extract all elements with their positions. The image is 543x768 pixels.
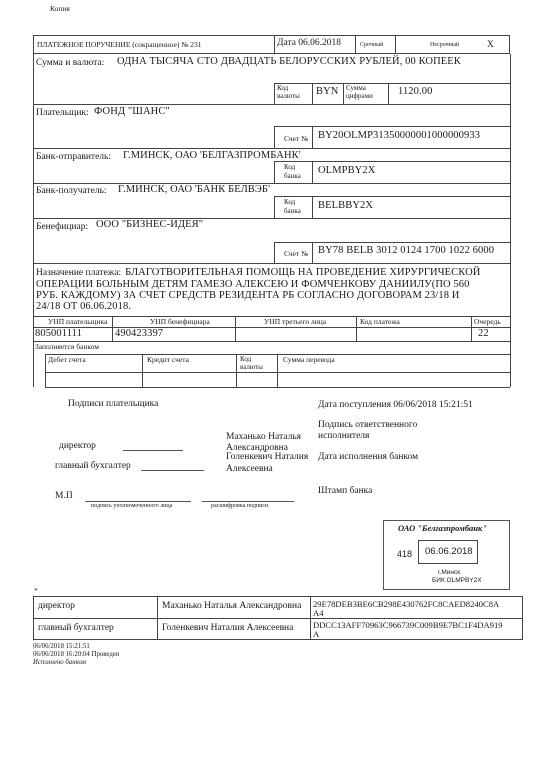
document-date: Дата 06.06.2018: [277, 38, 342, 48]
director-name-2: Александровна: [226, 443, 288, 453]
payment-code-label: Код платежа: [360, 317, 400, 326]
esign-accountant-hash-2: A: [313, 629, 320, 639]
beneficiary-unp-label: УНП бенефициара: [150, 317, 210, 326]
urgent-label: Срочный: [360, 42, 384, 48]
not-urgent-mark: X: [487, 40, 494, 50]
queue-value: 22: [478, 328, 489, 339]
stamp-number: 418: [397, 549, 413, 559]
credit-account-label: Кредит счета: [147, 355, 189, 364]
authorized-signature-caption: подпись уполномоченного лица: [91, 503, 173, 509]
not-urgent-label: Несрочный: [430, 42, 460, 48]
sender-bank-name: Г.МИНСК, ОАО 'БЕЛГАЗПРОМБАНК': [123, 150, 301, 161]
bank-fill-label: Заполняется банком: [35, 342, 99, 351]
director-label: директор: [59, 441, 96, 451]
stamp-date: 06.06.2018: [425, 546, 473, 557]
copy-label: Копия: [50, 4, 70, 13]
amount-digits-label: Сумма цифрами: [346, 84, 373, 100]
purpose-line-2: ОПЕРАЦИИ БОЛЬНЫМ ДЕТЯМ ГАМЕЗО АЛЕКСЕЮ И ФОМЧЕНКОВУ ДАНИИЛУ(ПО 560: [36, 279, 470, 290]
payer-account-label: Счет №: [284, 134, 309, 143]
amount-words: ОДНА ТЫСЯЧА СТО ДВАДЦАТЬ БЕЛОРУССКИХ РУБЛЕЙ, 00 КОПЕЕК: [117, 56, 461, 67]
amount-label: Сумма и валюта:: [36, 58, 105, 68]
bank-stamp-label: Штамп банка: [318, 486, 373, 496]
payer-label: Плательщик:: [36, 108, 89, 118]
transfer-sum-label: Сумма перевода: [283, 355, 335, 364]
sender-bank-code: OLMPBY2X: [318, 165, 376, 176]
received-date: Дата поступления 06/06/2018 15:21:51: [318, 400, 473, 410]
receiver-bank-label: Банк-получатель:: [36, 186, 107, 196]
payer-account: BY20OLMP31350000001000000933: [318, 130, 481, 141]
beneficiary-unp: 490423397: [115, 328, 164, 339]
receiver-bank-name: Г.МИНСК, ОАО 'БАНК БЕЛВЭБ': [118, 184, 271, 195]
queue-label: Очередь: [474, 317, 501, 326]
esign-director-hash-2: A4: [313, 608, 324, 618]
beneficiary-account: BY78 BELB 3012 0124 1700 1022 6000: [318, 245, 495, 256]
purpose-line-3: РУБ. КАЖДОМУ) ЗА СЧЕТ СРЕДСТВ РЕЗИДЕНТА РБ СОГЛАСНО ДОГОВОРАМ 23/18 И: [36, 290, 460, 301]
stamp-bank-name: ОАО "Белгазпромбанк": [398, 523, 488, 533]
purpose-label: Назначение платежа:: [36, 268, 122, 278]
payer-unp: 805001111: [35, 328, 82, 339]
amount-digits: 1120.00: [398, 86, 433, 97]
accountant-name-1: Голенкевич Наталия: [226, 452, 309, 462]
signatures-title: Подписи плательщика: [68, 399, 159, 409]
footer-line-1: 06/06/2018 15:21:51: [33, 643, 90, 650]
payer-unp-label: УНП плательщика: [48, 317, 108, 326]
payment-purpose: [36, 265, 508, 312]
footer-line-2: 06/06/2018 16:20:04 Проведен: [33, 651, 120, 658]
receiver-bank-code-label: Код банка: [284, 198, 301, 215]
sender-bank-label: Банк-отправитель:: [36, 152, 112, 162]
accountant-name-2: Алексеевна: [226, 464, 273, 474]
accountant-label: главный бухгалтер: [55, 461, 131, 471]
payer-name: ФОНД "ШАНС": [94, 106, 170, 117]
debit-account-label: Дебет счета: [48, 355, 86, 364]
purpose-line-4: 24/18 ОТ 06.06.2018.: [36, 301, 132, 312]
esign-director-hash-1: 29E78DEB3BE6CB298E430762FC8CAED8240C8A: [313, 599, 500, 609]
signature-decoding-caption: расшифровка подписи: [211, 503, 269, 509]
receiver-bank-code: BELBBY2X: [318, 200, 374, 211]
purpose-line-1: БЛАГОТВОРИТЕЛЬНАЯ ПОМОЩЬ НА ПРОВЕДЕНИЕ ХИРУРГИЧЕСКОЙ: [125, 267, 481, 278]
beneficiary-label: Бенефициар:: [36, 222, 89, 232]
seal-place-label: М.П: [55, 491, 73, 501]
third-party-unp-label: УНП третьего лица: [264, 317, 327, 326]
responsible-signature-label-1: Подпись ответственного: [318, 420, 418, 430]
bank-fill-currency-label: Код валюты: [240, 355, 263, 371]
stamp-bic: БИК OLMPBY2X: [432, 577, 482, 584]
execution-date-label: Дата исполнения банком: [318, 452, 419, 462]
currency-code-label: Код валюты: [277, 84, 300, 100]
esign-accountant-role: главный бухгалтер: [38, 623, 114, 633]
footer-line-3: Исполнено банком: [33, 659, 86, 666]
beneficiary-account-label: Счет №: [284, 249, 309, 258]
esign-director-name: Маханько Наталья Александровна: [162, 601, 302, 611]
stamp-city: г.Минск: [438, 569, 461, 576]
currency-code: BYN: [316, 86, 339, 97]
esign-accountant-name: Голенкевич Наталия Алексеевна: [162, 623, 294, 633]
esign-star: *: [34, 586, 38, 595]
esign-accountant-hash-1: DDCC13AFF70963C966739C009B9E7BC1F4DA919: [313, 620, 503, 630]
beneficiary-name: ООО "БИЗНЕС-ИДЕЯ": [96, 219, 204, 230]
esign-director-role: директор: [38, 601, 75, 611]
responsible-signature-label-2: исполнителя: [318, 431, 370, 441]
document-title: ПЛАТЕЖНОЕ ПОРУЧЕНИЕ (сокращенное) № 231: [37, 40, 202, 49]
sender-bank-code-label: Код банка: [284, 163, 301, 180]
director-name-1: Маханько Наталья: [226, 432, 302, 442]
